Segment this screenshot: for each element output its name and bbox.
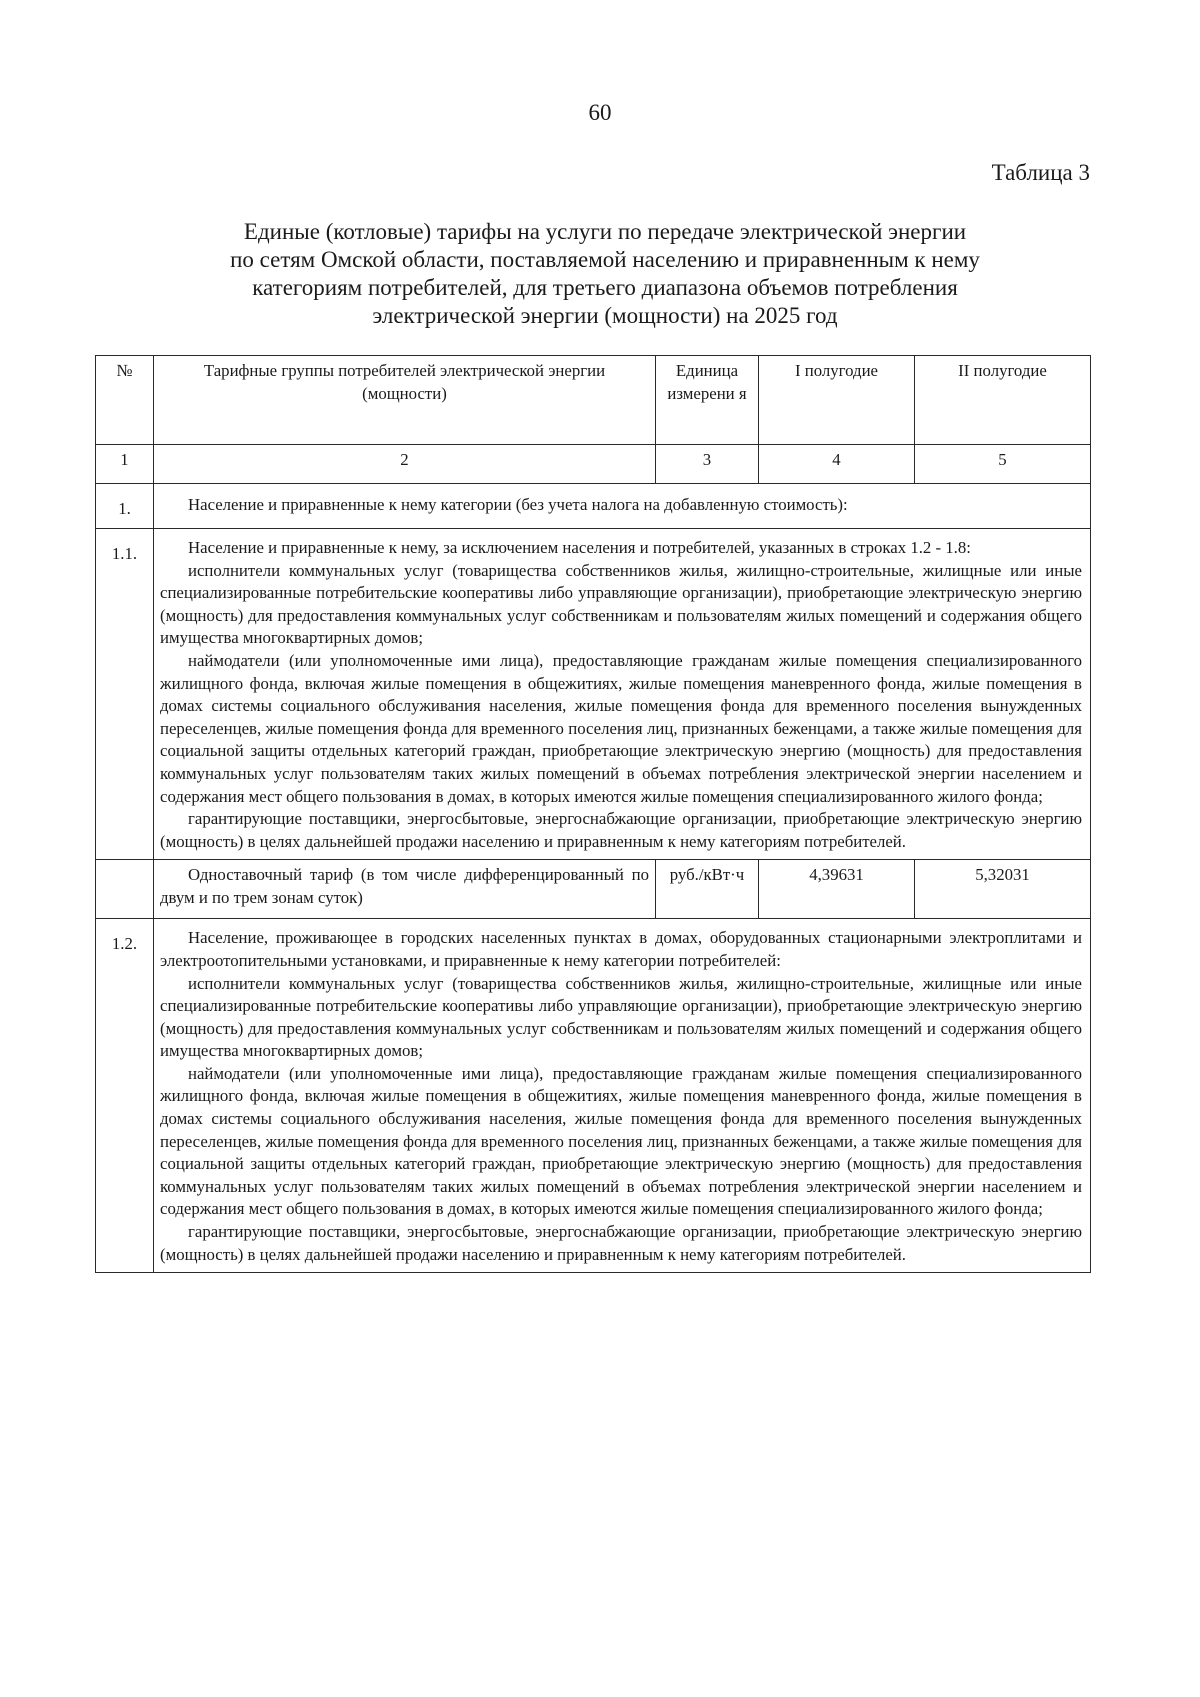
header-group: Тарифные группы потребителей электрической энергии (мощности) <box>154 356 656 445</box>
column-index-row <box>96 445 1091 484</box>
section-row <box>96 529 1091 860</box>
column-index: 2 <box>154 445 656 484</box>
row-number: 1. <box>96 484 154 529</box>
column-index: 5 <box>915 445 1091 484</box>
section-row <box>96 484 1091 529</box>
header-first-half: I полугодие <box>759 356 915 445</box>
title-line: по сетям Омской области, поставляемой населению и приравненным к нему <box>230 247 980 272</box>
header-row <box>96 356 1091 445</box>
section-paragraph: гарантирующие поставщики, энергосбытовые, энергоснабжающие организации, приобретающие электрическую энергию (мощность) в целях дальнейшей продажи населению и приравненным к нему категориям потребителей. <box>160 809 1082 851</box>
row-number: 1.1. <box>96 529 154 860</box>
title-line: Единые (котловые) тарифы на услуги по передаче электрической энергии <box>243 219 967 244</box>
document-title <box>190 218 1020 330</box>
section-intro: Население и приравненные к нему, за исключением населения и потребителей, указанных в строках 1.2 - 1.8: <box>188 538 971 557</box>
title-line: категориям потребителей, для третьего диапазона объемов потребления <box>252 275 958 300</box>
section-paragraph: исполнители коммунальных услуг (товарищества собственников жилья, жилищно-строительные, жилищные или иные специализированные потребительские кооперативы либо управляющие организации), приобретающие электрическую энергию (мощность) для предоставления коммунальных услуг собственникам и пользователям жилых помещений и содержания общего имущества многоквартирных домов; <box>160 973 1082 1061</box>
page-number: 60 <box>588 100 612 125</box>
tariff-first-half: 4,39631 <box>759 860 915 919</box>
tariff-unit: руб./кВт·ч <box>656 860 759 919</box>
header-num: № <box>96 356 154 445</box>
section-paragraph: наймодатели (или уполномоченные ими лица), предоставляющие гражданам жилые помещения специализированного жилищного фонда, включая жилые помещения в общежитиях, жилые помещения маневренного фонда, жилые помещения в домах системы социального обслуживания населения, жилые помещения фонда для временного поселения вынужденных переселенцев, жилые помещения фонда для временного поселения лиц, признанных беженцами, а также жилые помещения для социальной защиты отдельных категорий граждан, приобретающие электрическую энергию (мощность) для предоставления коммунальных услуг пользователям таких жилых помещений в объемах потребления электрической энергии населением и содержания мест общего пользования в домах, в которых имеются жилые помещения специализированного жилого фонда; <box>160 1063 1082 1219</box>
section-text <box>154 919 1091 1273</box>
title-line: электрической энергии (мощности) на 2025 год <box>372 303 838 328</box>
tariff-table <box>95 355 1091 1273</box>
section-text: Население и приравненные к нему категории (без учета налога на добавленную стоимость): <box>154 484 1091 529</box>
tariff-row <box>96 860 1091 919</box>
column-index: 4 <box>759 445 915 484</box>
header-second-half: II полугодие <box>915 356 1091 445</box>
section-row <box>96 919 1091 1273</box>
table-caption: Таблица 3 <box>991 160 1090 185</box>
column-index: 3 <box>656 445 759 484</box>
section-text <box>154 529 1091 860</box>
tariff-second-half: 5,32031 <box>915 860 1091 919</box>
section-intro: Население, проживающее в городских населенных пунктах в домах, оборудованных стационарными электроплитами и электроотопительными установками, и приравненные к нему категории потребителей: <box>160 928 1082 970</box>
column-index: 1 <box>96 445 154 484</box>
row-number: 1.2. <box>96 919 154 1273</box>
section-paragraph: гарантирующие поставщики, энергосбытовые, энергоснабжающие организации, приобретающие электрическую энергию (мощность) в целях дальнейшей продажи населению и приравненным к нему категориям потребителей. <box>160 1222 1082 1264</box>
section-paragraph: исполнители коммунальных услуг (товарищества собственников жилья, жилищно-строительные, жилищные или иные специализированные потребительские кооперативы либо управляющие организации), приобретающие электрическую энергию (мощность) для предоставления коммунальных услуг собственникам и пользователям жилых помещений и содержания общего имущества многоквартирных домов; <box>160 560 1082 648</box>
header-unit: Единица измерени я <box>656 356 759 445</box>
tariff-label: Одноставочный тариф (в том числе дифференцированный по двум и по трем зонам суток) <box>154 860 656 919</box>
section-paragraph: наймодатели (или уполномоченные ими лица), предоставляющие гражданам жилые помещения специализированного жилищного фонда, включая жилые помещения в общежитиях, жилые помещения маневренного фонда, жилые помещения в домах системы социального обслуживания населения, жилые помещения фонда для временного поселения вынужденных переселенцев, жилые помещения фонда для временного поселения лиц, признанных беженцами, а также жилые помещения для социальной защиты отдельных категорий граждан, приобретающие электрическую энергию (мощность) для предоставления коммунальных услуг пользователям таких жилых помещений в объемах потребления электрической энергии населением и содержания мест общего пользования в домах, в которых имеются жилые помещения специализированного жилого фонда; <box>160 650 1082 806</box>
empty-cell <box>96 860 154 919</box>
